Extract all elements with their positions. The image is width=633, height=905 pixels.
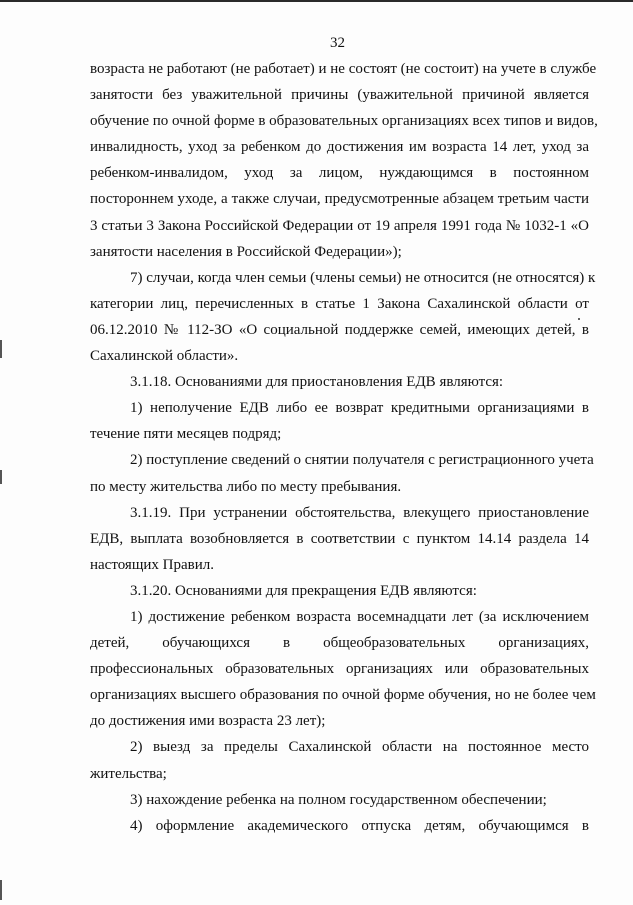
text-line: 3.1.20. Основаниями для прекращения ЕДВ являются: <box>130 582 477 599</box>
text-line: обучение по очной форме в образовательных организациях всех типов и видов, <box>90 113 598 130</box>
text-line: 06.12.2010 № 112-ЗО «О социальной поддержке семей, имеющих детей, в <box>90 321 589 338</box>
text-line: 3.1.18. Основаниями для приостановления ЕДВ являются: <box>130 374 504 391</box>
text-line: категории лиц, перечисленных в статье 1 Закона Сахалинской области от <box>90 295 589 312</box>
text-line: течение пяти месяцев подряд; <box>90 426 282 443</box>
text-line: инвалидность, уход за ребенком до достижения им возраста 14 лет, уход за <box>90 139 589 156</box>
text-line: 3.1.19. При устранении обстоятельства, влекущего приостановление <box>130 504 589 521</box>
text-line: занятости населения в Российской Федерации»); <box>90 243 402 260</box>
text-line: постороннем уходе, а также случаи, предусмотренные абзацем третьим части <box>90 191 589 208</box>
document-body <box>90 56 598 839</box>
text-line: Сахалинской области». <box>90 348 239 365</box>
text-line: до достижения ими возраста 23 лет); <box>90 713 326 730</box>
text-line: 3 статьи 3 Закона Российской Федерации от 19 апреля 1991 года № 1032-1 «О <box>90 217 589 234</box>
text-line: настоящих Правил. <box>90 556 214 573</box>
text-line: детей, обучающихся в общеобразовательных организациях, <box>90 635 589 652</box>
scan-top-edge <box>0 0 633 2</box>
text-line: ЕДВ, выплата возобновляется в соответствии с пунктом 14.14 раздела 14 <box>90 530 589 547</box>
scan-left-mark <box>0 470 2 484</box>
text-line: 3) нахождение ребенка на полном государственном обеспечении; <box>130 791 547 808</box>
text-line: 2) выезд за пределы Сахалинской области на постоянное место <box>130 739 589 756</box>
text-line: 1) неполучение ЕДВ либо ее возврат кредитными организациями в <box>130 400 589 417</box>
text-line: 4) оформление академического отпуска детям, обучающимся в <box>130 817 589 834</box>
text-line: профессиональных образовательных организациях или образовательных <box>90 661 589 678</box>
page-number: 32 <box>330 35 345 51</box>
text-line: жительства; <box>90 765 167 782</box>
text-line: 2) поступление сведений о снятии получателя с регистрационного учета <box>130 452 594 469</box>
text-line: занятости без уважительной причины (уважительной причиной является <box>90 87 589 104</box>
text-line: 1) достижение ребенком возраста восемнадцати лет (за исключением <box>130 608 589 625</box>
text-line: по месту жительства либо по месту пребывания. <box>90 478 402 495</box>
text-line: 7) случаи, когда член семьи (члены семьи) не относится (не относятся) к <box>130 269 596 286</box>
scan-left-mark <box>0 340 2 358</box>
scan-left-mark <box>0 880 2 900</box>
text-line: организациях высшего образования по очной форме обучения, но не более чем <box>90 687 596 704</box>
text-line: возраста не работают (не работает) и не состоят (не состоит) на учете в службе <box>90 61 597 77</box>
text-line: ребенком-инвалидом, уход за лицом, нуждающимся в постоянном <box>90 165 589 182</box>
